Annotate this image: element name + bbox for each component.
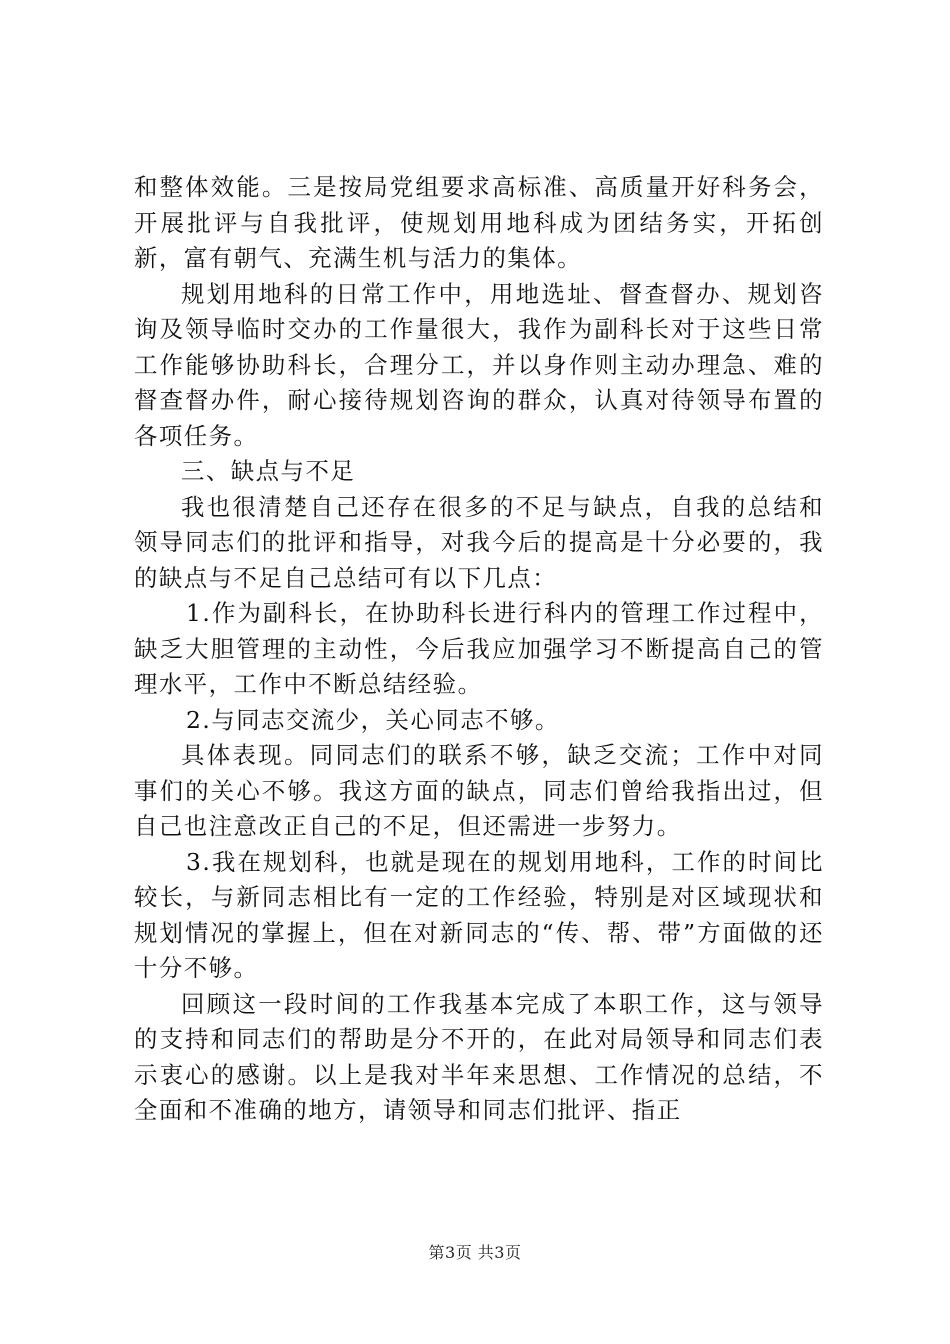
list-item-3: 3.我在规划科，也就是现在的规划用地科，工作的时间比较长，与新同志相比有一定的工作经验，特别是对区域现状和规划情况的掌握上，但在对新同志的“传、帮、带”方面做的还十分不够。 <box>134 847 824 982</box>
list-item-2: 2.与同志交流少，关心同志不够。 <box>186 705 560 734</box>
document-body <box>134 170 824 1129</box>
paragraph-shortcomings-intro: 我也很清楚自己还存在很多的不足与缺点，自我的总结和领导同志们的批评和指导，对我今后的提高是十分必要的，我的缺点与不足自己总结可有以下几点： <box>134 492 824 592</box>
paragraph-continuation: 和整体效能。三是按局党组要求高标准、高质量开好科务会，开展批评与自我批评，使规划用地科成为团结务实，开拓创新，富有朝气、充满生机与活力的集体。 <box>134 173 824 272</box>
paragraph-details: 具体表现。同同志们的联系不够，缺乏交流；工作中对同事们的关心不够。我这方面的缺点，同志们曾给我指出过，但自己也注意改正自己的不足，但还需进一步努力。 <box>134 741 824 840</box>
paragraph-conclusion: 回顾这一段时间的工作我基本完成了本职工作，这与领导的支持和同志们的帮助是分不开的，在此对局领导和同志们表示衷心的感谢。以上是我对半年来思想、工作情况的总结，不全面和不准确的地方，请领导和同志们批评、指正 <box>134 989 824 1124</box>
section-heading-shortcomings: 三、缺点与不足 <box>181 457 356 485</box>
paragraph-daily-work: 规划用地科的日常工作中，用地选址、督查督办、规划咨询及领导临时交办的工作量很大，我作为副科长对于这些日常工作能够协助科长，合理分工，并以身作则主动办理急、难的督查督办件，耐心接待规划咨询的群众，认真对待领导布置的各项任务。 <box>134 279 824 450</box>
list-item-1: 1.作为副科长，在协助科长进行科内的管理工作过程中，缺乏大胆管理的主动性，今后我应加强学习不断提高自己的管理水平，工作中不断总结经验。 <box>134 599 824 698</box>
page-footer: 第3页 共3页 <box>428 1243 522 1262</box>
